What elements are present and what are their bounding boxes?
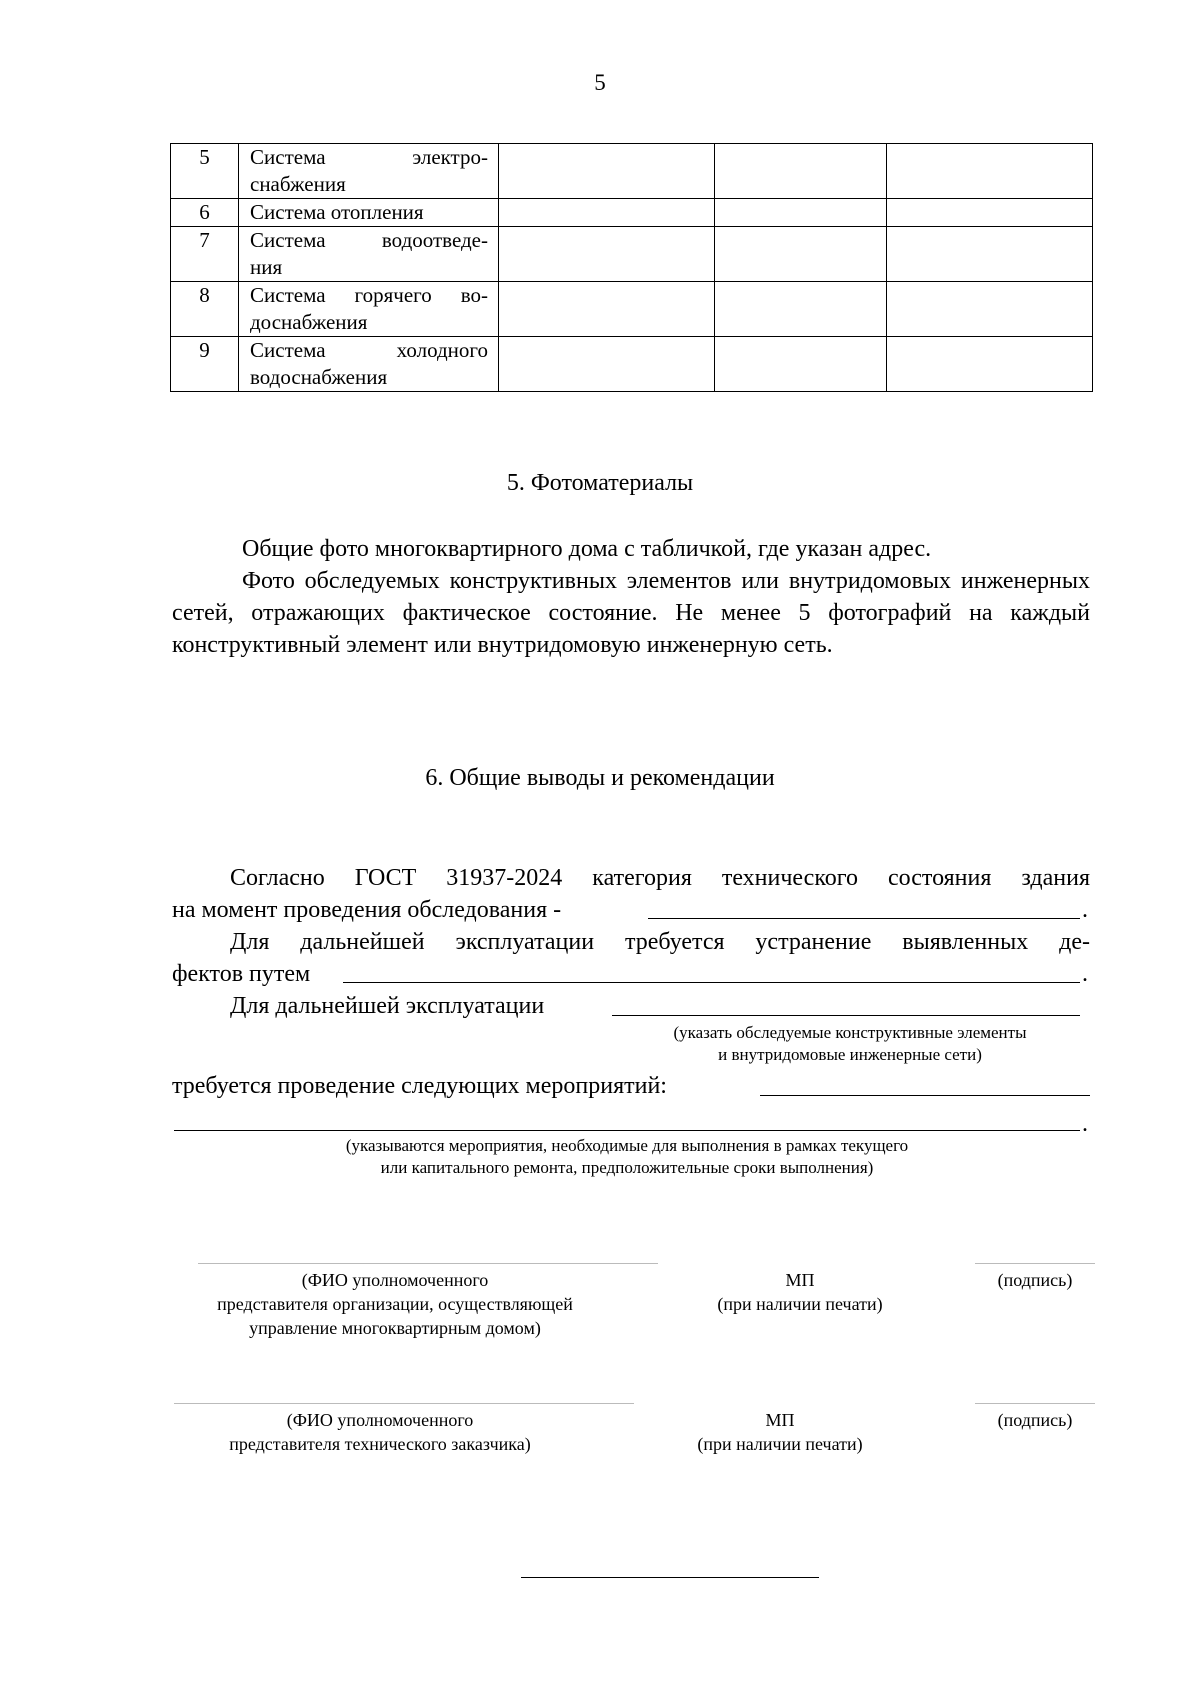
measures-hint-line: или капитального ремонта, предположительные сроки выполнения) [380, 1158, 874, 1177]
row-number: 7 [171, 227, 239, 282]
conclusion-line-1 [172, 862, 1090, 894]
empty-cell[interactable] [887, 144, 1093, 199]
period: . [1082, 961, 1088, 987]
section-5-paragraph-1 [172, 533, 1090, 565]
elements-hint [620, 1022, 1080, 1066]
row-name-line: Система водоотведе- [250, 228, 488, 252]
systems-table [170, 143, 1093, 392]
table-row [171, 227, 1093, 282]
fio-signature-line[interactable] [174, 1403, 634, 1404]
section-6-title: 6. Общие выводы и рекомендации [425, 765, 775, 791]
stamp-mp: МП [785, 1270, 815, 1290]
row-name [239, 337, 499, 392]
bottom-separator [521, 1577, 819, 1578]
fio-signature-line[interactable] [198, 1263, 658, 1264]
fio-label-line: (ФИО уполномоченного [286, 1410, 474, 1430]
fio-label-line: управление многоквартирным домом) [249, 1318, 541, 1338]
empty-cell[interactable] [715, 337, 887, 392]
fio-label-line: представителя технического заказчика) [229, 1434, 531, 1454]
sign-label-1: (подпись) [997, 1270, 1073, 1290]
sign-line[interactable] [975, 1403, 1095, 1404]
row-name-line: Система горячего во- [250, 283, 488, 307]
conclusion-line-4: фектов путем [172, 961, 311, 987]
elements-blank-field[interactable] [612, 1015, 1080, 1016]
conclusion-line-5-text: Для дальнейшей эксплуатации [230, 993, 545, 1019]
empty-cell[interactable] [715, 227, 887, 282]
empty-cell[interactable] [499, 144, 715, 199]
period: . [1082, 1111, 1088, 1137]
stamp-note: (при наличии печати) [717, 1294, 883, 1314]
measures-blank-field-2[interactable] [174, 1130, 1080, 1131]
conclusion-line-2: на момент проведения обследования - [172, 897, 562, 923]
row-number: 8 [171, 282, 239, 337]
row-number: 9 [171, 337, 239, 392]
category-blank-field[interactable] [648, 918, 1080, 919]
empty-cell[interactable] [887, 337, 1093, 392]
empty-cell[interactable] [715, 144, 887, 199]
fio-label-1 [170, 1268, 620, 1340]
elements-hint-line: (указать обследуемые конструктивные элементы [673, 1023, 1027, 1042]
empty-cell[interactable] [499, 282, 715, 337]
row-name [239, 282, 499, 337]
row-name-line: ния [250, 255, 283, 279]
conclusion-line-3 [172, 926, 1090, 958]
row-name [239, 199, 499, 227]
conclusion-line-5 [172, 990, 1090, 1022]
table-row [171, 337, 1093, 392]
empty-cell[interactable] [887, 199, 1093, 227]
period: . [1082, 897, 1088, 923]
fio-label-line: представителя организации, осуществляющей [217, 1294, 573, 1314]
sign-label-2: (подпись) [997, 1410, 1073, 1430]
measures-hint [174, 1135, 1080, 1179]
empty-cell[interactable] [499, 337, 715, 392]
row-name-line: доснабжения [250, 310, 368, 334]
stamp-label-1 [680, 1268, 920, 1316]
page-number: 5 [594, 70, 606, 95]
empty-cell[interactable] [887, 227, 1093, 282]
section-5-paragraph-2 [172, 565, 1090, 661]
empty-cell[interactable] [887, 282, 1093, 337]
table-row [171, 199, 1093, 227]
table-row [171, 282, 1093, 337]
elements-hint-line: и внутридомовые инженерные сети) [718, 1045, 982, 1064]
stamp-note: (при наличии печати) [697, 1434, 863, 1454]
empty-cell[interactable] [499, 199, 715, 227]
section-5-paragraph-2-text: Фото обследуемых конструктивных элементов или внутридомовых инженерных сетей, отражающих фактическое состояние. Не менее 5 фотографий на каждый конструктивный элемент или внутридомовую инженерную сеть. [172, 568, 1090, 658]
measures-hint-line: (указываются мероприятия, необходимые для выполнения в рамках текущего [345, 1136, 909, 1155]
empty-cell[interactable] [715, 282, 887, 337]
conclusion-line-3-text: Для дальнейшей эксплуатации требуется устранение выявленных де- [230, 929, 1090, 955]
defects-blank-field[interactable] [343, 982, 1080, 983]
conclusion-line-6: требуется проведение следующих мероприятий: [172, 1073, 667, 1099]
row-name-line: Система холодного [250, 338, 488, 362]
measures-blank-field[interactable] [760, 1095, 1090, 1096]
row-name-line: снабжения [250, 172, 346, 196]
fio-label-2 [170, 1408, 590, 1456]
row-number: 5 [171, 144, 239, 199]
conclusion-line-1-text: Согласно ГОСТ 31937-2024 категория технического состояния здания [230, 865, 1090, 891]
empty-cell[interactable] [715, 199, 887, 227]
empty-cell[interactable] [499, 227, 715, 282]
table-row [171, 144, 1093, 199]
stamp-mp: МП [765, 1410, 795, 1430]
row-name-line: Система отопления [250, 200, 424, 224]
row-name [239, 227, 499, 282]
row-number: 6 [171, 199, 239, 227]
row-name-line: водоснабжения [250, 365, 388, 389]
row-name-line: Система электро- [250, 145, 488, 169]
fio-label-line: (ФИО уполномоченного [301, 1270, 489, 1290]
row-name [239, 144, 499, 199]
section-5-paragraph-1-text: Общие фото многоквартирного дома с табличкой, где указан адрес. [242, 536, 932, 562]
sign-line[interactable] [975, 1263, 1095, 1264]
stamp-label-2 [660, 1408, 900, 1456]
section-5-title: 5. Фотоматериалы [506, 470, 694, 496]
